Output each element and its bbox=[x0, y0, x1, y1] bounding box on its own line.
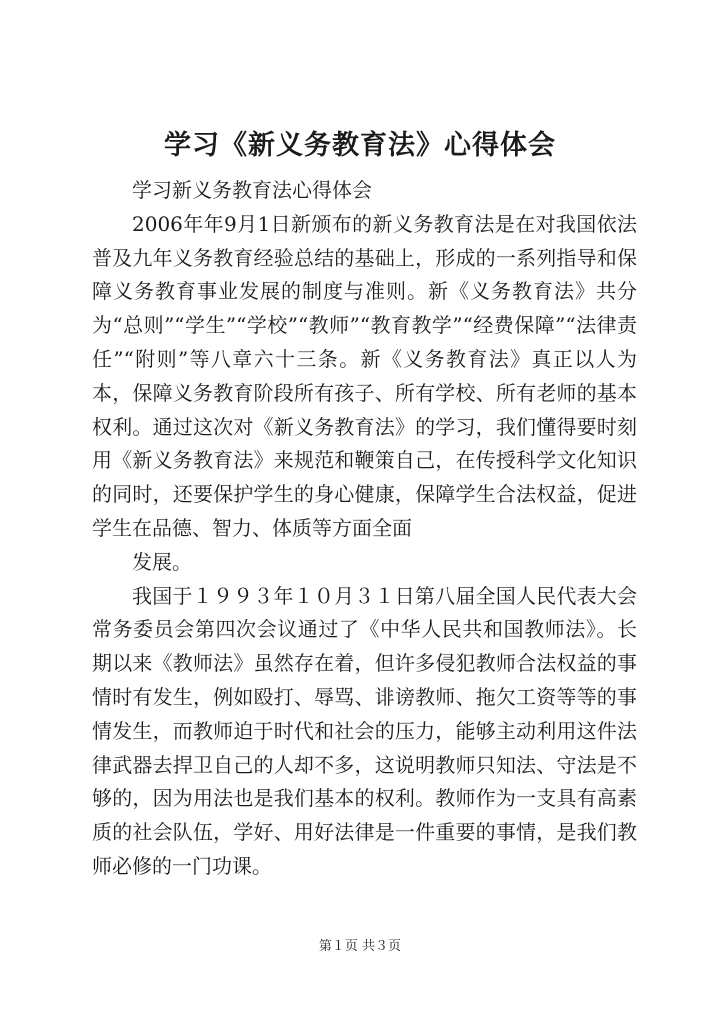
body-paragraph: 2006年年9月1日新颁布的新义务教育法是在对我国依法普及九年义务教育经验总结的基础上，形成的一系列指导和保障义务教育事业发展的制度与准则。新《义务教育法》共分为“总则”“学生”“学校”“教师”“教育教学”“经费保障”“法律责任”“附则”等八章六十三条。新《义务教育法》真正以人为本，保障义务教育阶段所有孩子、所有学校、所有老师的基本权利。通过这次对《新义务教育法》的学习，我们懂得要时刻用《新义务教育法》来规范和鞭策自己，在传授科学文化知识的同时，还要保护学生的身心健康，保障学生合法权益，促进学生在品德、智力、体质等方面全面 bbox=[92, 211, 637, 540]
document-body bbox=[92, 174, 637, 884]
subtitle-paragraph: 学习新义务教育法心得体会 bbox=[132, 178, 372, 202]
body-paragraph: 我国于１９９３年１０月３１日第八届全国人民代表大会常务委员会第四次会议通过了《中华人民共和国教师法》。长期以来《教师法》虽然存在着，但许多侵犯教师合法权益的事情时有发生，例如殴打、辱骂、诽谤教师、拖欠工资等等的事情发生，而教师迫于时代和社会的压力，能够主动利用这件法律武器去捍卫自己的人却不多，这说明教师只知法、守法是不够的，因为用法也是我们基本的权利。教师作为一支具有高素质的社会队伍，学好、用好法律是一件重要的事情，是我们教师必修的一门功课。 bbox=[92, 583, 637, 878]
body-paragraph: 发展。 bbox=[132, 549, 192, 574]
document-title: 学习《新义务教育法》心得体会 bbox=[164, 130, 556, 161]
page-footer: 第１页 共３页 bbox=[318, 939, 402, 954]
